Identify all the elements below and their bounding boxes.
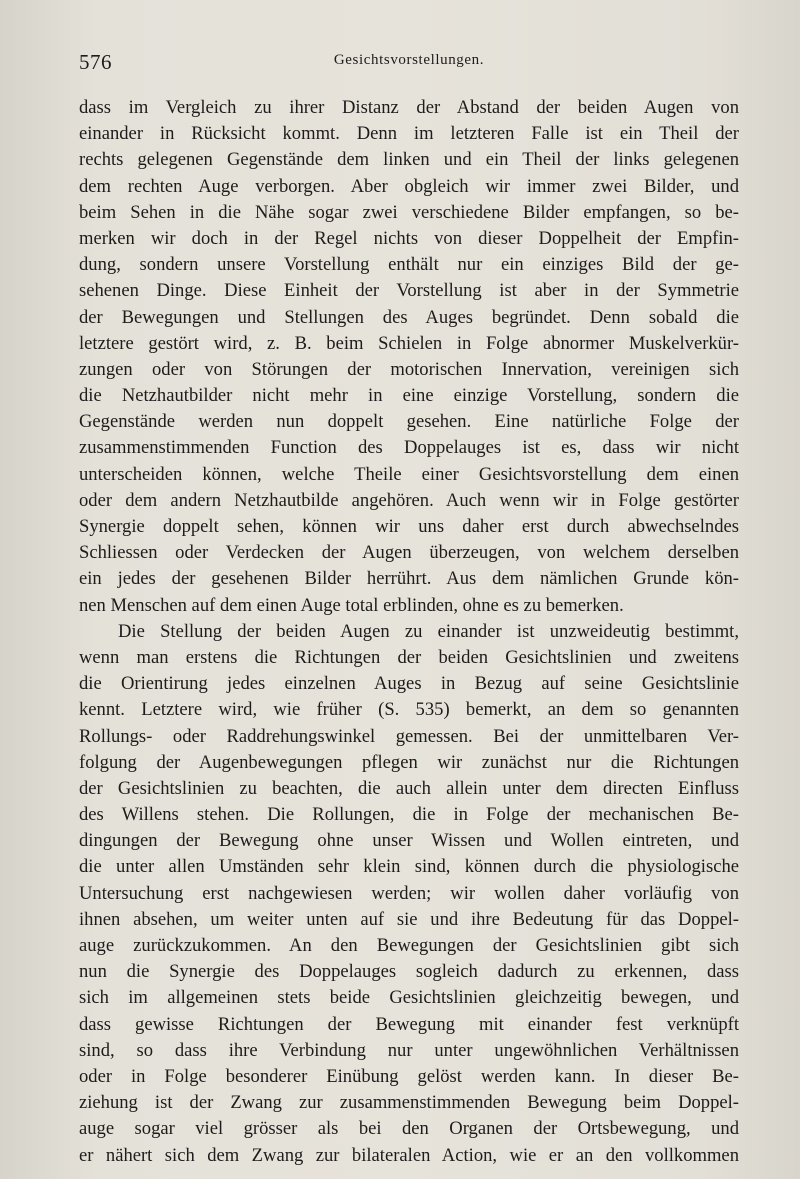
text-line: folgung der Augenbewegungen pflegen wir zunächst nur die Richtungen: [79, 751, 739, 773]
text-line: der Gesichtslinien zu beachten, die auch allein unter dem directen Einfluss: [79, 777, 739, 799]
text-line: kennt. Letztere wird, wie früher (S. 535) bemerkt, an dem so genannten: [79, 699, 739, 721]
text-line: auge zurückzukommen. An den Bewegungen der Gesichtslinien gibt sich: [79, 935, 739, 956]
text-line: dingungen der Bewegung ohne unser Wissen und Wollen eintreten, und: [79, 830, 739, 852]
text-line: nen Menschen auf dem einen Auge total erblinden, ohne es zu bemerken.: [79, 594, 624, 616]
text-line: wenn man erstens die Richtungen der beiden Gesichtslinien und zweitens: [79, 646, 739, 668]
text-line: Untersuchung erst nachgewiesen werden; wir wollen daher vorläufig von: [79, 882, 739, 904]
text-line: die unter allen Umständen sehr klein sind, können durch die physiologische: [79, 856, 739, 878]
text-line: einander in Rücksicht kommt. Denn im letzteren Falle ist ein Theil der: [79, 123, 739, 145]
text-line: auge sogar viel grösser als bei den Organen der Ortsbewegung, und: [79, 1118, 739, 1140]
text-line: die Orientirung jedes einzelnen Auges in Bezug auf seine Gesichtslinie: [79, 673, 739, 695]
text-line: sich im allgemeinen stets beide Gesichtslinien gleichzeitig bewegen, und: [79, 987, 739, 1009]
text-line: letztere gestört wird, z. B. beim Schielen in Folge abnormer Muskelverkür-: [79, 332, 739, 354]
text-line: ein jedes der gesehenen Bilder herrührt. Aus dem nämlichen Grunde kön-: [79, 568, 739, 590]
text-line: ziehung ist der Zwang zur zusammenstimmenden Bewegung beim Doppel-: [79, 1092, 739, 1114]
text-line: des Willens stehen. Die Rollungen, die in Folge der mechanischen Be-: [79, 804, 739, 826]
text-line: oder in Folge besonderer Einübung gelöst werden kann. In dieser Be-: [79, 1065, 739, 1087]
text-line: rechts gelegenen Gegenstände dem linken und ein Theil der links gelegenen: [79, 149, 739, 171]
text-line: der Bewegungen und Stellungen des Auges begründet. Denn sobald die: [79, 306, 739, 328]
text-line: dass im Vergleich zu ihrer Distanz der Abstand der beiden Augen von: [79, 97, 739, 118]
text-line: er nähert sich dem Zwang zur bilateralen Action, wie er an den vollkommen: [79, 1144, 739, 1166]
body-text: [79, 95, 739, 1169]
text-line: Die Stellung der beiden Augen zu einander ist unzweideutig bestimmt,: [118, 620, 739, 642]
text-line: zungen oder von Störungen der motorischen Innervation, vereinigen sich: [79, 358, 739, 380]
text-line: beim Sehen in die Nähe sogar zwei verschiedene Bilder empfangen, so be-: [79, 201, 739, 223]
text-line: dem rechten Auge verborgen. Aber obgleich wir immer zwei Bilder, und: [79, 175, 739, 197]
text-line: dung, sondern unsere Vorstellung enthält nur ein einziges Bild der ge-: [79, 254, 739, 276]
text-line: Gegenstände werden nun doppelt gesehen. Eine natürliche Folge der: [79, 411, 739, 433]
page-header: [79, 46, 739, 80]
text-line: unterscheiden können, welche Theile einer Gesichtsvorstellung dem einen: [79, 463, 739, 485]
text-line: die Netzhautbilder nicht mehr in eine einzige Vorstellung, sondern die: [79, 385, 739, 407]
text-line: Schliessen oder Verdecken der Augen überzeugen, von welchem derselben: [79, 542, 739, 564]
text-line: merken wir doch in der Regel nichts von dieser Doppelheit der Empfin-: [79, 227, 739, 249]
text-line: oder dem andern Netzhautbilde angehören. Auch wenn wir in Folge gestörter: [79, 489, 739, 511]
text-line: sehenen Dinge. Diese Einheit der Vorstellung ist aber in der Symmetrie: [79, 280, 739, 302]
text-line: zusammenstimmenden Function des Doppelauges ist es, dass wir nicht: [79, 437, 739, 459]
text-line: Synergie doppelt sehen, können wir uns daher erst durch abwechselndes: [79, 516, 739, 537]
page-number: 576: [79, 50, 112, 74]
text-line: dass gewisse Richtungen der Bewegung mit einander fest verknüpft: [79, 1013, 739, 1035]
running-head: Gesichtsvorstellungen.: [333, 52, 485, 68]
text-line: sind, so dass ihre Verbindung nur unter ungewöhnlichen Verhältnissen: [79, 1039, 739, 1061]
text-line: nun die Synergie des Doppelauges sogleich dadurch zu erkennen, dass: [79, 961, 739, 983]
text-line: Rollungs- oder Raddrehungswinkel gemessen. Bei der unmittelbaren Ver-: [79, 725, 739, 747]
text-line: ihnen absehen, um weiter unten auf sie und ihre Bedeutung für das Doppel-: [79, 908, 739, 930]
